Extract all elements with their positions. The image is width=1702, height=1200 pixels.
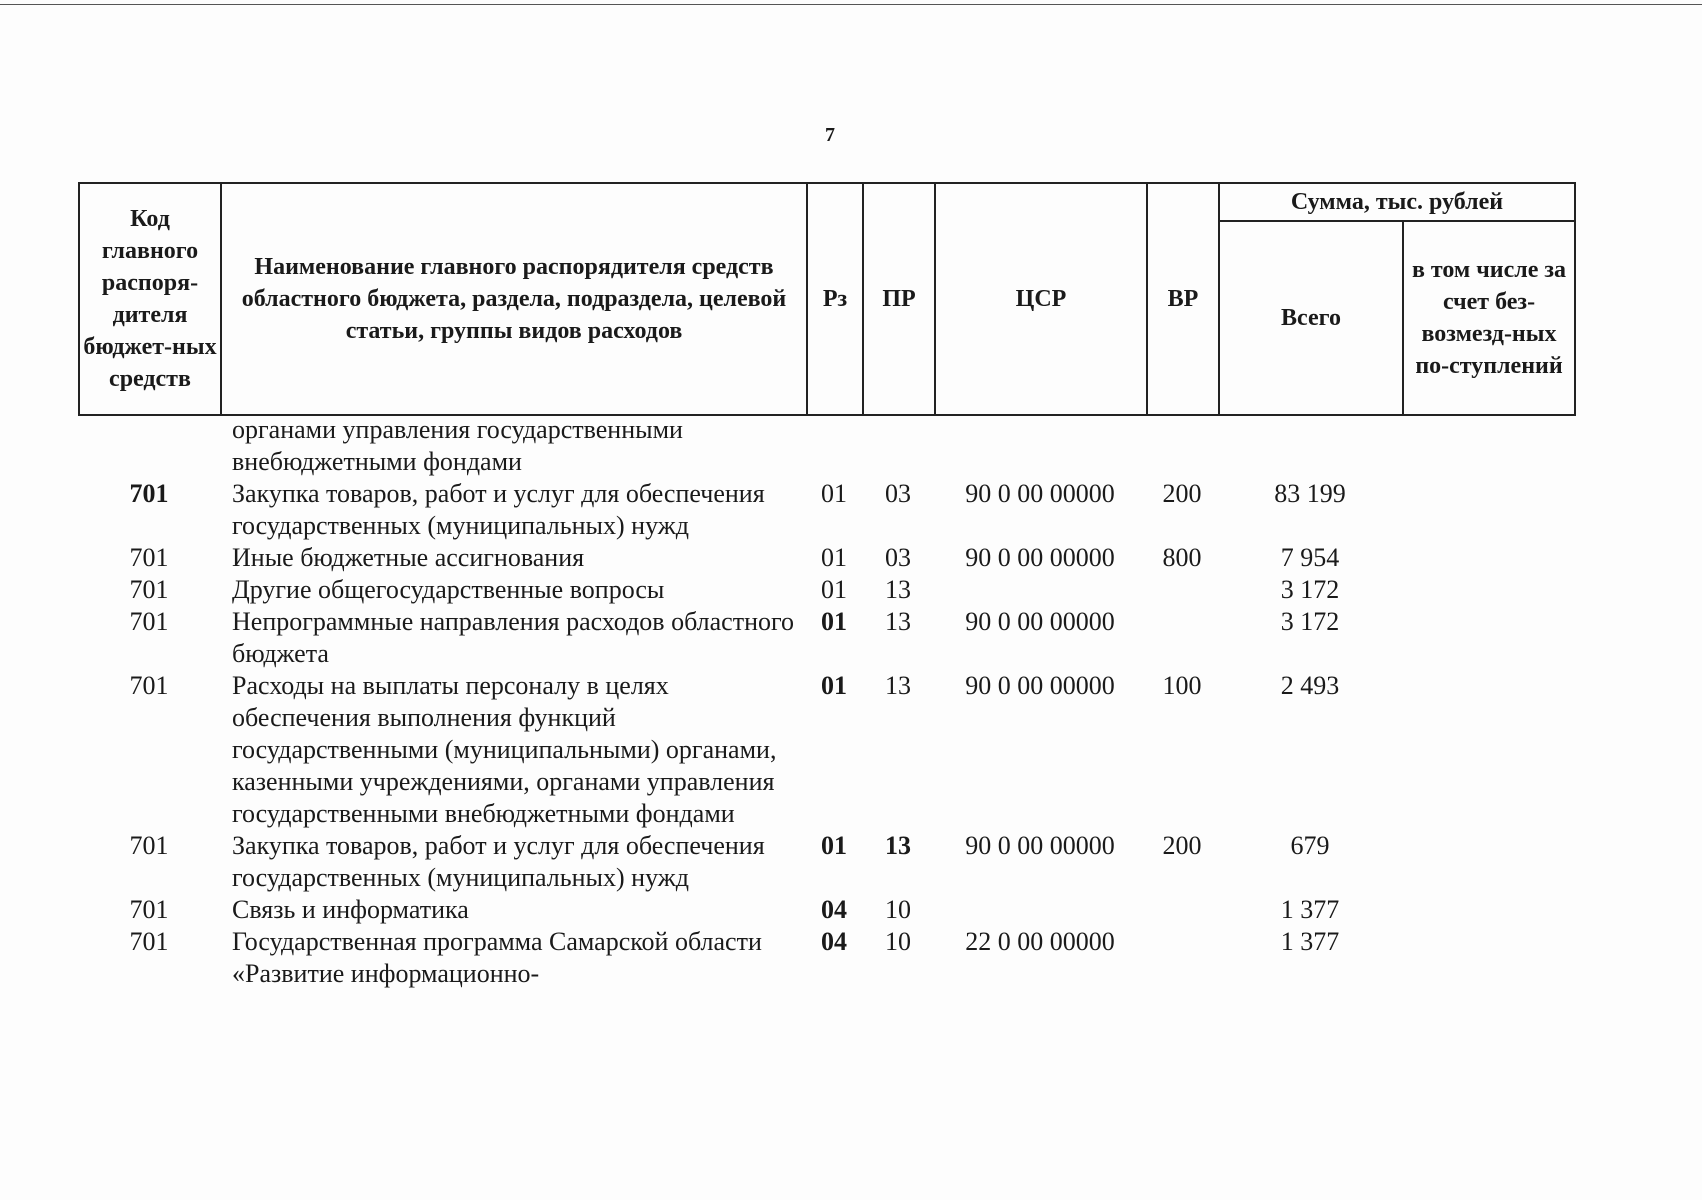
cell-rz: 04 [821,895,847,924]
cell-name: Закупка товаров, работ и услуг для обеспечения государственных (муниципальных) нужд [232,831,765,892]
cell-vr: 200 [1162,479,1202,508]
scan-edge-line [0,4,1702,5]
cell-vr [1146,606,1218,670]
cell-pr: 13 [885,831,911,860]
cell-csr: 90 0 00 00000 [965,543,1115,572]
cell-pr: 10 [885,895,911,924]
cell-name: Государственная программа Самарской области «Развитие информационно- [232,927,762,988]
cell-total: 3 172 [1280,607,1340,636]
table-row [78,606,1574,670]
table-body [78,414,1574,990]
cell-total: 679 [1290,831,1330,860]
cell-free [1402,830,1574,894]
table-row [78,926,1574,990]
header-free: в том числе за счет без-возмезд-ных по-ступлений [1403,221,1575,415]
table-header [78,182,1576,416]
cell-pr: 10 [885,927,911,956]
cell-csr [934,414,1146,478]
cell-rz: 01 [821,607,847,636]
cell-rz: 01 [821,671,847,700]
table-row [78,670,1574,830]
cell-code: 701 [129,831,169,860]
header-vr: ВР [1147,183,1219,415]
cell-name: Связь и информатика [232,895,469,924]
cell-rz: 01 [821,543,847,572]
cell-csr: 90 0 00 00000 [965,607,1115,636]
cell-csr [934,894,1146,926]
cell-csr: 22 0 00 00000 [965,927,1115,956]
header-rz: Рз [807,183,863,415]
cell-name: Непрограммные направления расходов областного бюджета [232,607,794,668]
cell-csr: 90 0 00 00000 [965,479,1115,508]
cell-pr: 03 [885,479,911,508]
cell-csr [934,574,1146,606]
cell-code: 701 [129,543,169,572]
cell-vr: 200 [1162,831,1202,860]
cell-rz: 04 [821,927,847,956]
table-row [78,830,1574,894]
cell-rz: 01 [821,575,847,604]
cell-free [1402,670,1574,830]
cell-code: 701 [129,575,169,604]
cell-code: 701 [129,671,169,700]
cell-vr [1146,414,1218,478]
table-row [78,478,1574,542]
cell-code: 701 [129,607,169,636]
cell-name: Иные бюджетные ассигнования [232,543,585,572]
cell-total: 2 493 [1280,671,1340,700]
header-total: Всего [1219,221,1403,415]
cell-pr [862,414,934,478]
cell-csr: 90 0 00 00000 [965,831,1115,860]
cell-free [1402,414,1574,478]
cell-total: 7 954 [1280,543,1340,572]
cell-free [1402,606,1574,670]
cell-total: 1 377 [1280,895,1340,924]
cell-csr: 90 0 00 00000 [965,671,1115,700]
cell-name: Закупка товаров, работ и услуг для обеспечения государственных (муниципальных) нужд [232,479,765,540]
cell-vr [1146,894,1218,926]
cell-free [1402,542,1574,574]
header-pr: ПР [863,183,935,415]
table-row [78,542,1574,574]
table-row [78,574,1574,606]
cell-code: 701 [129,479,169,508]
cell-total: 83 199 [1274,479,1346,508]
cell-total: 1 377 [1280,927,1340,956]
cell-total: 3 172 [1280,575,1340,604]
header-csr: ЦСР [935,183,1147,415]
cell-vr [1146,926,1218,990]
header-name: Наименование главного распорядителя средств областного бюджета, раздела, подраздела, целевой статьи, группы видов расходов [221,183,807,415]
cell-free [1402,894,1574,926]
cell-vr: 100 [1162,671,1202,700]
cell-name: Другие общегосударственные вопросы [232,575,665,604]
cell-pr: 13 [885,607,911,636]
cell-pr: 03 [885,543,911,572]
cell-code: 701 [129,927,169,956]
header-sum: Сумма, тыс. рублей [1219,183,1575,221]
cell-pr: 13 [885,575,911,604]
cell-free [1402,926,1574,990]
cell-code [78,414,220,478]
cell-name: Расходы на выплаты персоналу в целях обеспечения выполнения функций государственными (муниципальными) органами, казенными учреждениями, органами управления государственными внебюджетными фондами [232,671,777,828]
page-number: 7 [825,124,835,146]
header-code: Код главного распоря-дителя бюджет-ных средств [79,183,221,415]
cell-free [1402,574,1574,606]
cell-vr: 800 [1162,543,1202,572]
cell-total [1218,414,1402,478]
cell-rz: 01 [821,831,847,860]
cell-vr [1146,574,1218,606]
table-row [78,894,1574,926]
cell-free [1402,478,1574,542]
cell-name: органами управления государственными внебюджетными фондами [232,415,683,476]
cell-rz: 01 [821,479,847,508]
table-row [78,414,1574,478]
cell-pr: 13 [885,671,911,700]
cell-rz [806,414,862,478]
cell-code: 701 [129,895,169,924]
